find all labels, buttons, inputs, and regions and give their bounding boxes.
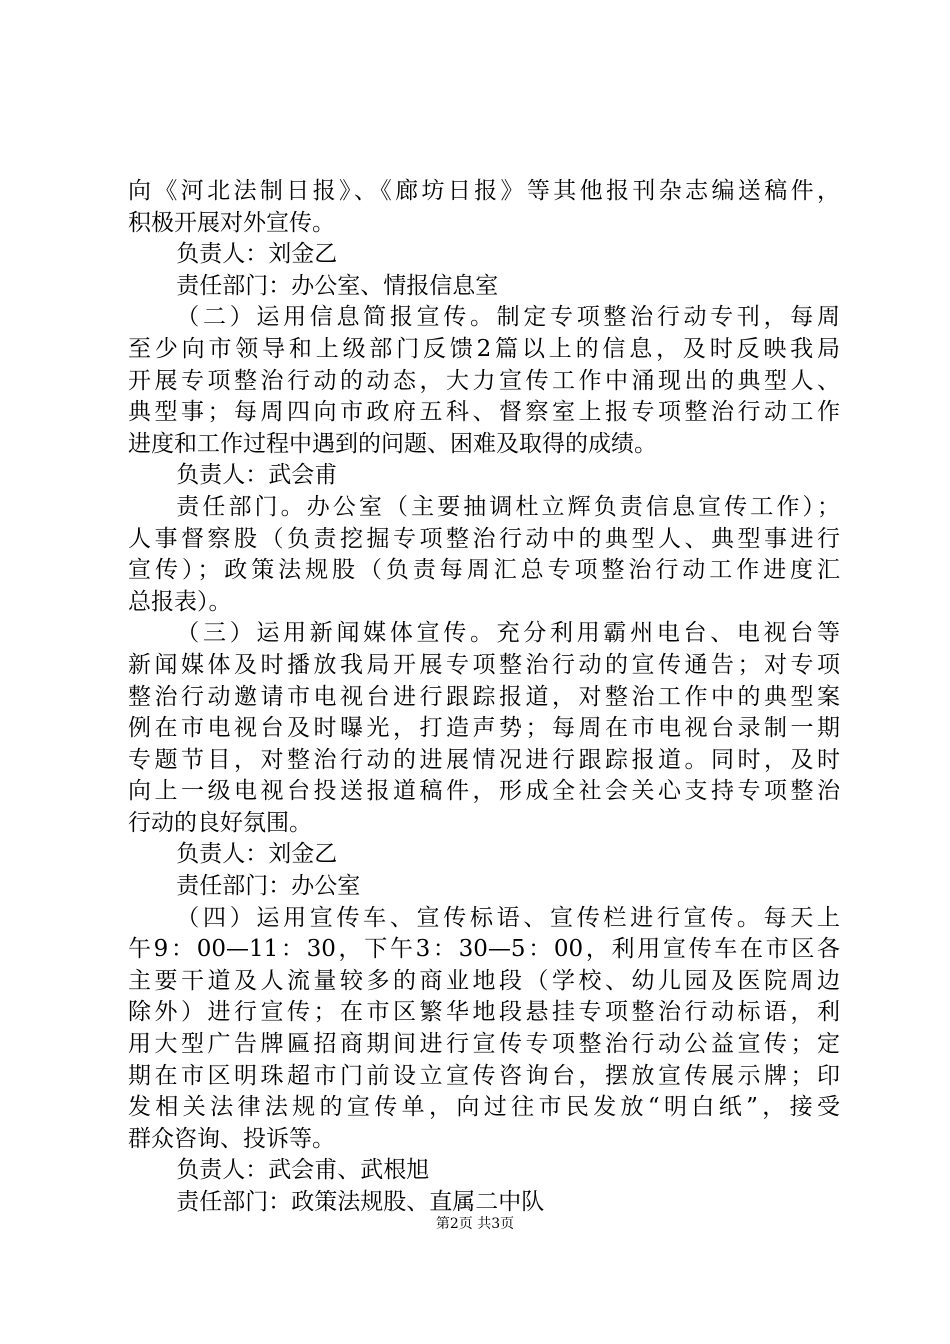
- text-line: 宣传）；政策法规股（负责每周汇总专项整治行动工作进度汇: [128, 557, 840, 584]
- document-body: [128, 176, 840, 1219]
- text-line: 负责人：刘金乙: [176, 841, 338, 868]
- text-line: 整治行动邀请市电视台进行跟踪报道，对整治工作中的典型案: [128, 683, 840, 710]
- text-line: 责任部门：办公室、情报信息室: [176, 272, 499, 299]
- text-line: 向上一级电视台投送报道稿件，形成全社会关心支持专项整治: [128, 778, 840, 805]
- text-line: 用大型广告牌匾招商期间进行宣传专项整治行动公益宣传；定: [128, 1031, 840, 1058]
- text-line: 总报表）。: [128, 588, 232, 615]
- text-line: 向《河北法制日报》、《廊坊日报》等其他报刊杂志编送稿件，: [128, 178, 840, 204]
- text-line: 开展专项整治行动的动态，大力宣传工作中涌现出的典型人、: [128, 367, 840, 394]
- text-line: 行动的良好氛围。: [128, 809, 312, 836]
- text-line: 进度和工作过程中遇到的问题、困难及取得的成绩。: [128, 430, 657, 457]
- text-line: 发相关法律法规的宣传单，向过往市民发放“明白纸”，接受: [128, 1094, 840, 1121]
- text-line: 负责人：刘金乙: [176, 241, 338, 268]
- text-line: 积极开展对外宣传。: [128, 209, 335, 236]
- text-line: 典型事；每周四向市政府五科、督察室上报专项整治行动工作: [128, 399, 840, 426]
- text-line: 责任部门。办公室（主要抽调杜立辉负责信息宣传工作）；: [176, 493, 840, 520]
- text-line: 主要干道及人流量较多的商业地段（学校、幼儿园及医院周边: [128, 967, 840, 994]
- text-line: 新闻媒体及时播放我局开展专项整治行动的宣传通告；对专项: [128, 651, 840, 678]
- text-line: 群众咨询、投诉等。: [128, 1125, 335, 1152]
- text-line: （三）运用新闻媒体宣传。充分利用霸州电台、电视台等: [176, 620, 840, 647]
- text-line: 除外）进行宣传；在市区繁华地段悬挂专项整治行动标语，利: [128, 999, 840, 1026]
- text-line: 午9：00—11：30，下午3：30—5：00，利用宣传车在市区各: [128, 936, 840, 963]
- text-line: 负责人：武会甫、武根旭: [176, 1157, 430, 1184]
- page-footer: 第2页 共3页: [435, 1216, 515, 1232]
- text-line: 期在市区明珠超市门前设立宣传咨询台，摆放宣传展示牌；印: [128, 1062, 840, 1089]
- text-line: 责任部门：办公室: [176, 873, 361, 900]
- text-line: 责任部门：政策法规股、直属二中队: [176, 1189, 545, 1215]
- text-line: （二）运用信息简报宣传。制定专项整治行动专刊，每周: [176, 304, 840, 331]
- text-line: 人事督察股（负责挖掘专项整治行动中的典型人、典型事进行: [128, 525, 840, 552]
- text-line: 至少向市领导和上级部门反馈2篇以上的信息，及时反映我局: [128, 335, 840, 362]
- text-line: 例在市电视台及时曝光，打造声势；每周在市电视台录制一期: [128, 715, 840, 742]
- text-line: 负责人：武会甫: [176, 462, 338, 489]
- text-line: （四）运用宣传车、宣传标语、宣传栏进行宣传。每天上: [176, 904, 840, 931]
- text-line: 专题节目，对整治行动的进展情况进行跟踪报道。同时，及时: [128, 746, 840, 773]
